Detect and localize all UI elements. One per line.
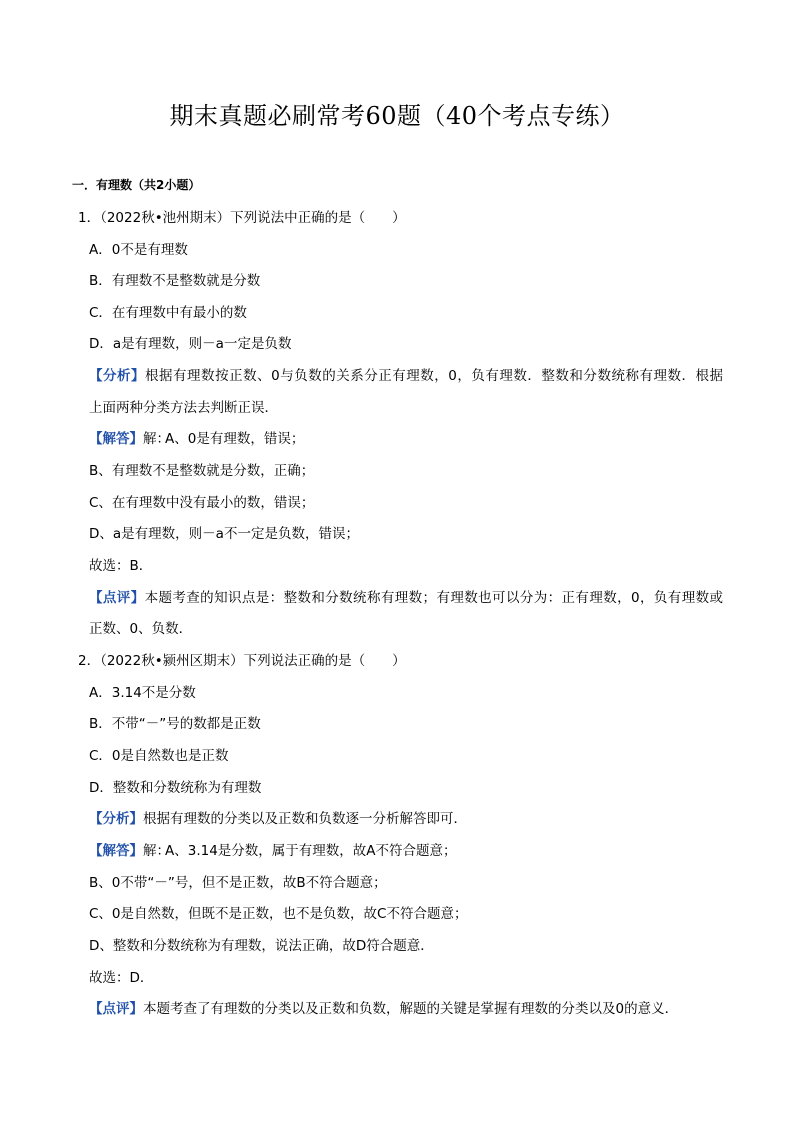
analysis-tag: 【分析】 <box>89 811 143 827</box>
analysis-text: 根据有理数的分类以及正数和负数逐一分析解答即可． <box>143 811 467 827</box>
question-1-answer-c: C、在有理数中没有最小的数，错误； <box>89 495 315 511</box>
section-heading: 一．有理数（共2小题） <box>72 178 201 192</box>
question-1-option-a: A．0不是有理数 <box>89 242 188 258</box>
question-2-answer-d: D、整数和分数统称为有理数，说法正确，故D符合题意． <box>89 938 434 954</box>
question-2-option-a: A．3.14不是分数 <box>89 685 196 701</box>
comment-text: 本题考查了有理数的分类以及正数和负数，解题的关键是掌握有理数的分类以及0的意义． <box>143 1001 679 1017</box>
question-2-answer <box>89 841 170 861</box>
question-1-answer-a: A、0是有理数，错误； <box>165 431 305 447</box>
question-2-option-d: D．整数和分数统称为有理数 <box>89 780 262 796</box>
question-2-answer-c: C、0是自然数，但既不是正数，也不是负数，故C不符合题意； <box>89 906 468 922</box>
answer-tag: 【解答】 <box>89 843 143 859</box>
question-1-answer-b: B、有理数不是整数就是分数，正确； <box>89 463 315 479</box>
question-1-option-d: D．a是有理数，则－a一定是负数 <box>89 336 292 352</box>
analysis-tag: 【分析】 <box>89 368 146 384</box>
question-2-option-c: C．0是自然数也是正数 <box>89 748 229 764</box>
question-2-answer-a: A、3.14是分数，属于有理数，故A不符合题意； <box>165 843 457 859</box>
answer-lead: 解： <box>143 431 170 447</box>
question-2-stem: 2．（2022秋•颍州区期末）下列说法正确的是（ ） <box>78 653 406 669</box>
comment-tag: 【点评】 <box>89 590 145 606</box>
question-1-choice: 故选：B． <box>89 558 153 574</box>
question-2-comment <box>89 999 678 1019</box>
question-1-option-c: C．在有理数中有最小的数 <box>89 305 247 321</box>
page-title: 期末真题必刷常考60题（40个考点专练） <box>169 102 625 130</box>
answer-tag: 【解答】 <box>89 431 143 447</box>
question-1-analysis <box>89 366 723 386</box>
analysis-text: 根据有理数按正数、0与负数的关系分正有理数，0，负有理数．整数和分数统称有理数．根据 <box>145 368 723 384</box>
question-1-answer <box>89 429 170 449</box>
answer-lead: 解： <box>143 843 170 859</box>
comment-text: 本题考查的知识点是：整数和分数统称有理数；有理数也可以分为：正有理数，0，负有理数或 <box>144 590 723 606</box>
question-1-stem: 1．（2022秋•池州期末）下列说法中正确的是（ ） <box>78 210 406 226</box>
question-2-analysis <box>89 809 467 829</box>
question-1-answer-d: D、a是有理数，则－a不一定是负数，错误； <box>89 526 359 542</box>
question-2-answer-b: B、0不带“－”号，但不是正数，故B不符合题意； <box>89 875 387 891</box>
question-1-comment <box>89 588 723 608</box>
question-1-analysis-cont: 上面两种分类方法去判断正误． <box>89 400 278 416</box>
comment-tag: 【点评】 <box>89 1001 143 1017</box>
question-1-comment-cont: 正数、0、负数． <box>89 621 193 637</box>
question-2-option-b: B．不带“－”号的数都是正数 <box>89 716 261 732</box>
question-2-choice: 故选：D． <box>89 970 154 986</box>
question-1-option-b: B．有理数不是整数就是分数 <box>89 273 261 289</box>
